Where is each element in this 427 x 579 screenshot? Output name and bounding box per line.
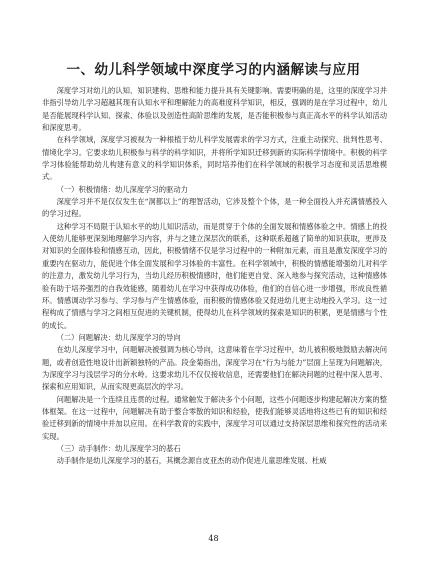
body-paragraph: 问题解决是一个连续且连贯的过程。通常触发于解决多个小问题，这些小问题逐步构建起解决方案的整体框架。在这一过程中，问题解决有助于整合零散的知识和经验，使我们能够灵活地将这些已有的知识和经验迁移到新的情境中并加以应用。在科学教育的实践中，深度学习可以通过支持深层思维和探究性的活动来实现。 <box>42 394 387 441</box>
body-paragraph: 这种学习不局限于认知水平的幼儿知识活动，而是贯穿于个体的全面发展和情感体验之中。情感上的投入使幼儿能够更深刻地理解学习内容，并与之建立深层次的联系，这种联系超越了简单的知识获取，更涉及对知识的全面体验和情感互动，因此，积极情绪不仅是学习过程中的一种附加元素，而且是激发深度学习的重要内在驱动力，能促进个体全面发展和学习体验的丰富性。在科学领域中，积极的情感能增强幼儿对科学的注意力，激发幼儿学习行为，当幼儿经历积极情感时，他们能更自觉、深入地参与探究活动，这种情感体验有助于培养强烈的自我效能感，随着幼儿在学习中获得成功体验，他们的自信心进一步增强，形成良性循环。情感调动学习参与、学习参与产生情感体验，而积极的情感体验又促进幼儿更主动地投入学习。这一过程构成了情感与学习之间相互促进的关键机制，使得幼儿在科学领域的探索是知识的积累，更是情感与个性的成长。 <box>42 221 387 330</box>
body-text <box>42 85 387 468</box>
subsection-heading: （一）积极情绪：幼儿深度学习的驱动力 <box>56 184 188 194</box>
intro-paragraph: 在科学领域，深度学习被视为一种根植于幼儿科学发展需求的学习方式，注重主动探究、批判性思考、情境化学习。它要求幼儿积极参与科学的科学知识，并将所学知识迁移到新的实际科学情境中。积极的科学学习体验能帮助幼儿构建有意义的科学知识体系，同时培养他们在科学领域的积极学习态度和灵活思维模式。 <box>42 135 387 182</box>
page-number: 48 <box>208 534 219 543</box>
body-paragraph: 深度学习并不是仅仅发生在“洞都以上”的理智活动，它涉及整个个体，是一种全面投入并充满情感投入的学习过程。 <box>42 197 387 219</box>
subsection-heading: （二）问题解决：幼儿深度学习的导向 <box>56 332 181 342</box>
body-paragraph: 在幼儿深度学习中，问题解决被强调为核心导向，这意味着在学习过程中，幼儿被积极地鼓励去解决问题，或者创造性地设计出新颖独特的产品。段金菊指出，深度学习在“行为与能力”层面上呈现为问题解决，为深度学习与浅层学习的分水岭。这要求幼儿不仅仅接收信息，还需要他们在解决问题的过程中深入思考、探索和应用知识，从而实现更高层次的学习。 <box>42 345 387 392</box>
section-title: 一、幼儿科学领域中深度学习的内涵解读与应用 <box>66 62 361 78</box>
intro-paragraph: 深度学习对幼儿的认知、知识建构、思维和能力提升具有关键影响。需要明确的是，这里的深度学习并非指引导幼儿学习超越其现有认知水平和理解能力的高难度科学知识，相反，强调的是在学习过程中，幼儿是否能展现科学认知、探索、体验以及创造性高阶思维的发展，是否能积极参与真正高水平的科学认知活动和深度思考。 <box>42 86 387 133</box>
subsection-heading: （三）动手制作：幼儿深度学习的基石 <box>56 443 181 453</box>
body-paragraph: 动手制作是幼儿深度学习的基石，其概念源自皮亚杰的动作促进儿童思维发展、杜威 <box>56 456 327 466</box>
